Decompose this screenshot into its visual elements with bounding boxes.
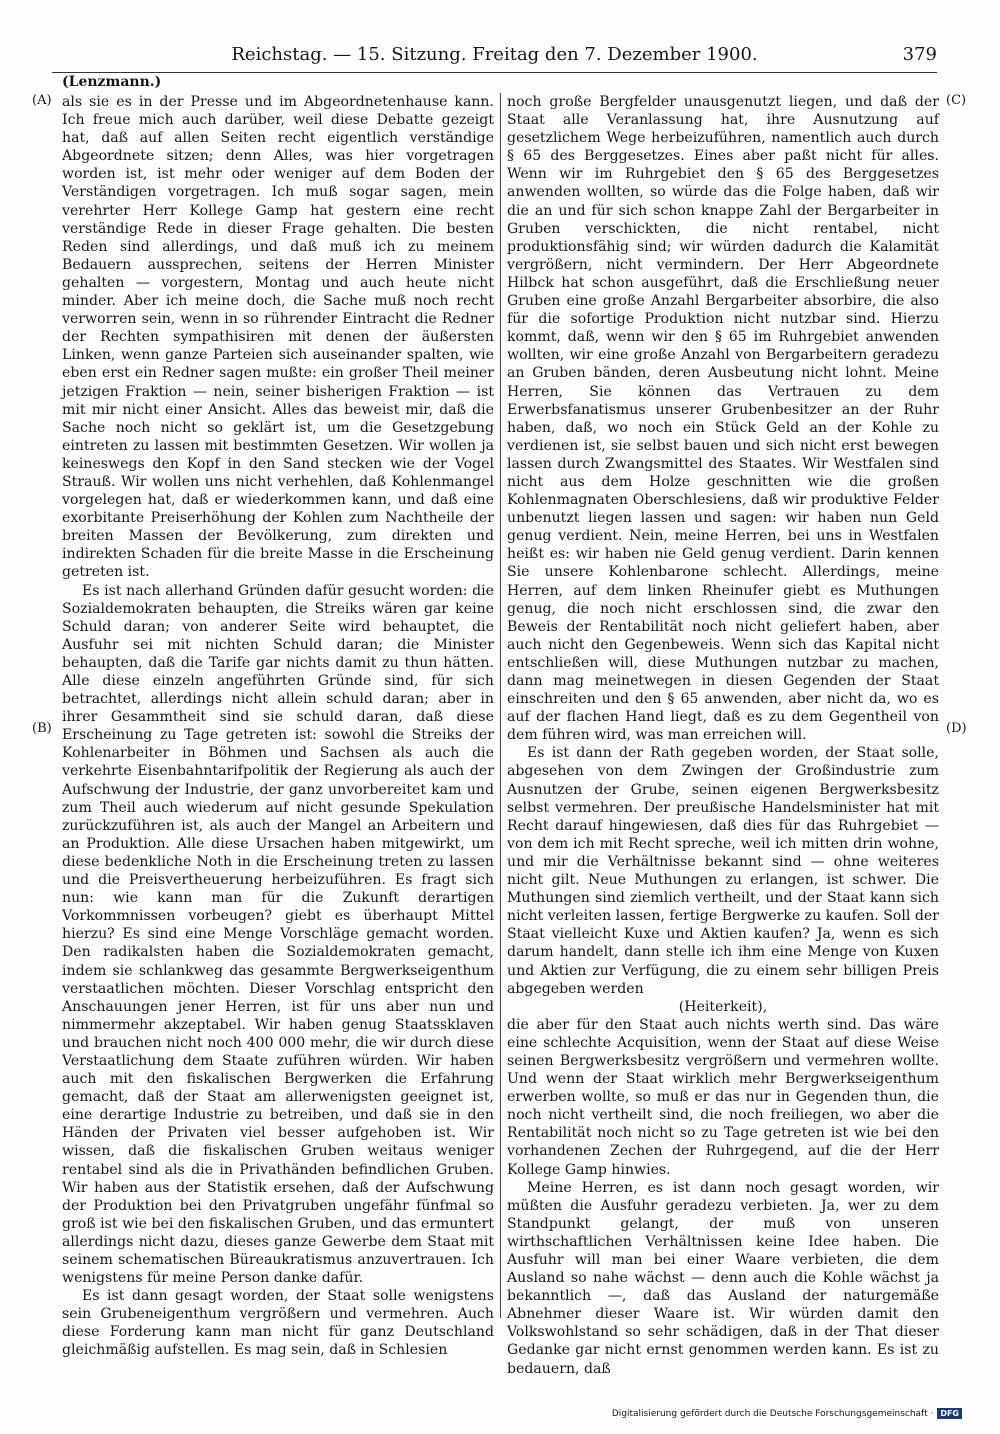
right-column [507,93,940,1377]
running-title: Reichstag. — 15. Sitzung. Freitag den 7. Dezember 1900. [231,44,758,65]
margin-marker-d: (D) [946,721,967,736]
header-rule [52,72,937,73]
paragraph: Es ist nach allerhand Gründen dafür gesucht worden: die Sozialdemokraten behaupten, die Streiks wären gar keine Schuld daran; von anderer Seite wird behauptet, die Ausfuhr sei mit nichten Schuld daran; die Minister behaupten, daß die Tarife gar nichts damit zu thun hätten. Alle diese einzeln angeführten Gründe sind, für sich betrachtet, allerdings nicht allein schuld daran; aber in ihrer Gesammtheit sind sie schuld daran, daß diese Erscheinung zu Tage getreten ist: sowohl die Streiks der Kohlenarbeiter in Böhmen und Sachsen als auch die verkehrte Eisenbahntarifpolitik der Regierung als auch der Aufschwung der Industrie, der ganz unvorbereitet kam und zum Theil auch wiederum auf nicht gesunde Spekulation zurückzuführen ist, als auch der Mangel an Arbeitern und an Produktion. Alle diese Ursachen haben mitgewirkt, um diese bedenkliche Noth in die Erscheinung treten zu lassen und die Preisvertheuerung herbeizuführen. Es fragt sich nun: wie kann man für die Zukunft derartigen Vorkommnissen vorbeugen? giebt es überhaupt Mittel hierzu? Es sind eine Menge Vorschläge gemacht worden. Den radikalsten haben die Sozialdemokraten gemacht, indem sie schlankweg das gesammte Bergwerkseigenthum verstaatlichen möchten. Dieser Vorschlag entspricht den Anschauungen jener Herren, ist für uns aber nun und nimmermehr akzeptabel. Wir haben genug Staatssklaven und brauchen nicht noch 400 000 mehr, die wir durch diese Verstaatlichung dem Staate zuführen würden. Wir haben auch mit den fiskalischen Bergwerken die Erfahrung gemacht, daß der Staat am allerwenigsten geeignet ist, eine derartige Industrie zu betreiben, und daß sie in den Händen der Privaten viel besser aufgehoben ist. Wir wissen, daß die fiskalischen Gruben weitaus weniger rentabel sind als die in Privathänden befindlichen Gruben. Wir haben aus der Statistik ersehen, daß der Aufschwung der Produktion bei den Privatgruben ungefähr fünfmal so groß ist wie bei den fiskalischen Gruben, und das ermuntert allerdings nicht dazu, dieses ganze Gewerbe dem Staat mit seinem schematischen Büreaukratismus anzuvertrauen. Ich wenigstens für meine Person danke dafür. [62,582,494,1287]
interjection: (Heiterkeit), [678,998,768,1015]
speaker-name: (Lenzmann.) [62,74,162,90]
paragraph: Meine Herren, es ist dann noch gesagt worden, wir müßten die Ausfuhr geradezu verbieten. Ja, wer zu dem Standpunkt gelangt, der muß von unseren wirthschaftlichen Verhältnissen keine Idee haben. Die Ausfuhr will man bei einer Waare verbieten, die dem Ausland so nahe wächst — denn auch die Kohle wächst ja bekanntlich —, daß das Ausland der naturgemäße Abnehmer dieser Waare ist. Wir würden damit den Volkswohlstand so sehr schädigen, daß in der That dieser Gedanke gar nicht ernst genommen werden kann. Es ist zu bedauern, daß [507,1179,939,1377]
left-column [62,93,494,1359]
column-divider [500,93,501,1318]
dfg-logo: DFG [937,1408,962,1419]
footer-credit [612,1408,962,1419]
paragraph: Es ist dann der Rath gegeben worden, der Staat solle, abgesehen von dem Zwingen der Großindustrie zum Ausnutzen der Grube, seinen eigenen Bergwerksbesitz selbst vermehren. Der preußische Handelsminister hat mit Recht darauf hingewiesen, daß dies für das Ruhrgebiet — von dem ich mit Recht spreche, weil ich mitten drin wohne, und mir die Verhältnisse bekannt sind — ohne weiteres nicht gilt. Neue Muthungen zu erlangen, ist schwer. Die Muthungen sind ziemlich vertheilt, und der Staat kann sich nicht verleiten lassen, fertige Bergwerke zu kaufen. Soll der Staat vielleicht Kuxe und Aktien kaufen? Ja, wenn es sich darum handelt, dann stelle ich ihm eine Menge von Kuxen und Aktien zur Verfügung, die zu einem sehr billigen Preis abgegeben werden [507,745,940,997]
footer-text: Digitalisierung gefördert durch die Deutsche Forschungsgemeinschaft · [611,1408,934,1419]
margin-marker-b: (B) [32,721,52,736]
paragraph: als sie es in der Presse und im Abgeordnetenhause kann. Ich freue mich auch darüber, weil diese Debatte gezeigt hat, daß auf allen Seiten recht eigentlich verständige Abgeordnete sitzen; denn Alles, was hier vorgetragen worden ist, ist mehr oder weniger auf dem Boden der Verständigen vorgetragen. Ich muß sogar sagen, mein verehrter Herr Kollege Gamp hat gestern eine recht verständige Rede in dieser Frage gehalten. Die besten Reden sind allerdings, und daß muß ich zu meinem Bedauern aussprechen, seitens der Herren Minister gehalten — vorgestern, Montag und auch heute nicht minder. Aber ich meine doch, die Sache muß noch recht verworren sein, wenn in so rührender Eintracht die Redner der Rechten sympathisiren mit denen der äußersten Linken, wenn ganze Parteien sich auseinander spalten, wie eben erst ein Redner sagen mußte: ein großer Theil meiner jetzigen Fraktion — nein, seiner bisherigen Fraktion — ist mit mir nicht einer Ansicht. Alles das beweist mir, daß die Sache noch nicht so geklärt ist, um die Gesetzgebung eintreten zu lassen mit bestimmten Gesetzen. Wir wollen ja keineswegs den Kopf in den Sand stecken wie der Vogel Strauß. Wir wollen uns nicht verhehlen, daß Kohlenmangel vorgelegen hat, daß er wiederkommen kann, und daß eine exorbitante Preiserhöhung der Kohlen zum Nachtheile der breiten Massen der Bevölkerung, zum direkten und indirekten Schaden für die breite Masse in die Erscheinung getreten ist. [62,94,494,581]
paragraph: die aber für den Staat auch nichts werth sind. Das wäre eine schlechte Acquisition, wenn der Staat auf diese Weise seinen Bergwerksbesitz vergrößern und vermehren wollte. Und wenn der Staat wirklich mehr Bergwerkseigenthum erwerben wollte, so muß er das nur in Gegenden thun, die noch nicht vertheilt sind, die noch freiliegen, wo aber die Rentabilität noch nicht so zu Tage getreten ist wie bei den vorhandenen Zechen der Ruhrgegend, auf die der Herr Kollege Gamp hinwies. [507,1016,939,1178]
page-number: 379 [902,44,937,65]
paragraph: Es ist dann gesagt worden, der Staat solle wenigstens sein Grubeneigenthum vergrößern und vermehren. Auch diese Forderung kann man nicht für ganz Deutschland gleichmäßig aufstellen. Es mag sein, daß in Schlesien [62,1288,494,1359]
margin-marker-a: (A) [32,93,52,108]
paragraph: noch große Bergfelder unausgenutzt liegen, und daß der Staat alle Veranlassung hat, ihre Ausnutzung auf gesetzlichem Wege herbeizuführen, namentlich auch durch § 65 des Berggesetzes. Eines aber paßt nicht für alles. Wenn wir im Ruhrgebiet den § 65 des Berggesetzes anwenden wollten, so würde das die Folge haben, daß wir die an und für sich schon knappe Zahl der Bergarbeiter in Gruben verschickten, die nicht rentabel, nicht produktionsfähig sind; wir würden dadurch die Kalamität vergrößern, nicht vermindern. Der Herr Abgeordnete Hilbck hat schon ausgeführt, daß die Erschließung neuer Gruben eine große Anzahl Bergarbeiter absorbire, die also für die sofortige Produktion nicht nutzbar sind. Hierzu kommt, daß, wenn wir den § 65 im Ruhrgebiet anwenden wollten, wir eine große Anzahl von Bergarbeitern geradezu an Gruben bänden, deren Ausbeutung nicht lohnt. Meine Herren, Sie können das Vertrauen zu dem Erwerbsfanatismus unserer Grubenbesitzer an der Ruhr haben, daß, wo noch ein Stück Geld an der Kohle zu verdienen ist, sie selbst bauen und sich nicht erst bewegen lassen durch Zwangsmittel des Staates. Wir Westfalen sind nicht aus dem Holze geschnitten wie die großen Kohlenmagnaten Oberschlesiens, daß wir produktive Felder unbenutzt liegen lassen und sagen: wir haben nun Geld genug verdient. Nein, meine Herren, bei uns in Westfalen heißt es: wir haben nie Geld genug verdient. Darin kennen Sie unsere Kohlenbarone schlecht. Allerdings, meine Herren, auf dem linken Rheinufer giebt es Muthungen genug, die noch nicht erschlossen sind, die zwar den Beweis der Rentabilität noch nicht geliefert haben, aber auch nicht den Gegenbeweis. Wenn sich das Kapital nicht entschließen will, diese Muthungen nutzbar zu machen, dann mag meinetwegen in diesen Gegenden der Staat einschreiten und den § 65 anwenden, aber nicht da, wo es auf der flachen Hand liegt, daß es zu dem Gegentheil von dem führen wird, was man erreichen will. [507,94,939,744]
margin-marker-c: (C) [946,93,967,108]
running-header [52,44,937,70]
